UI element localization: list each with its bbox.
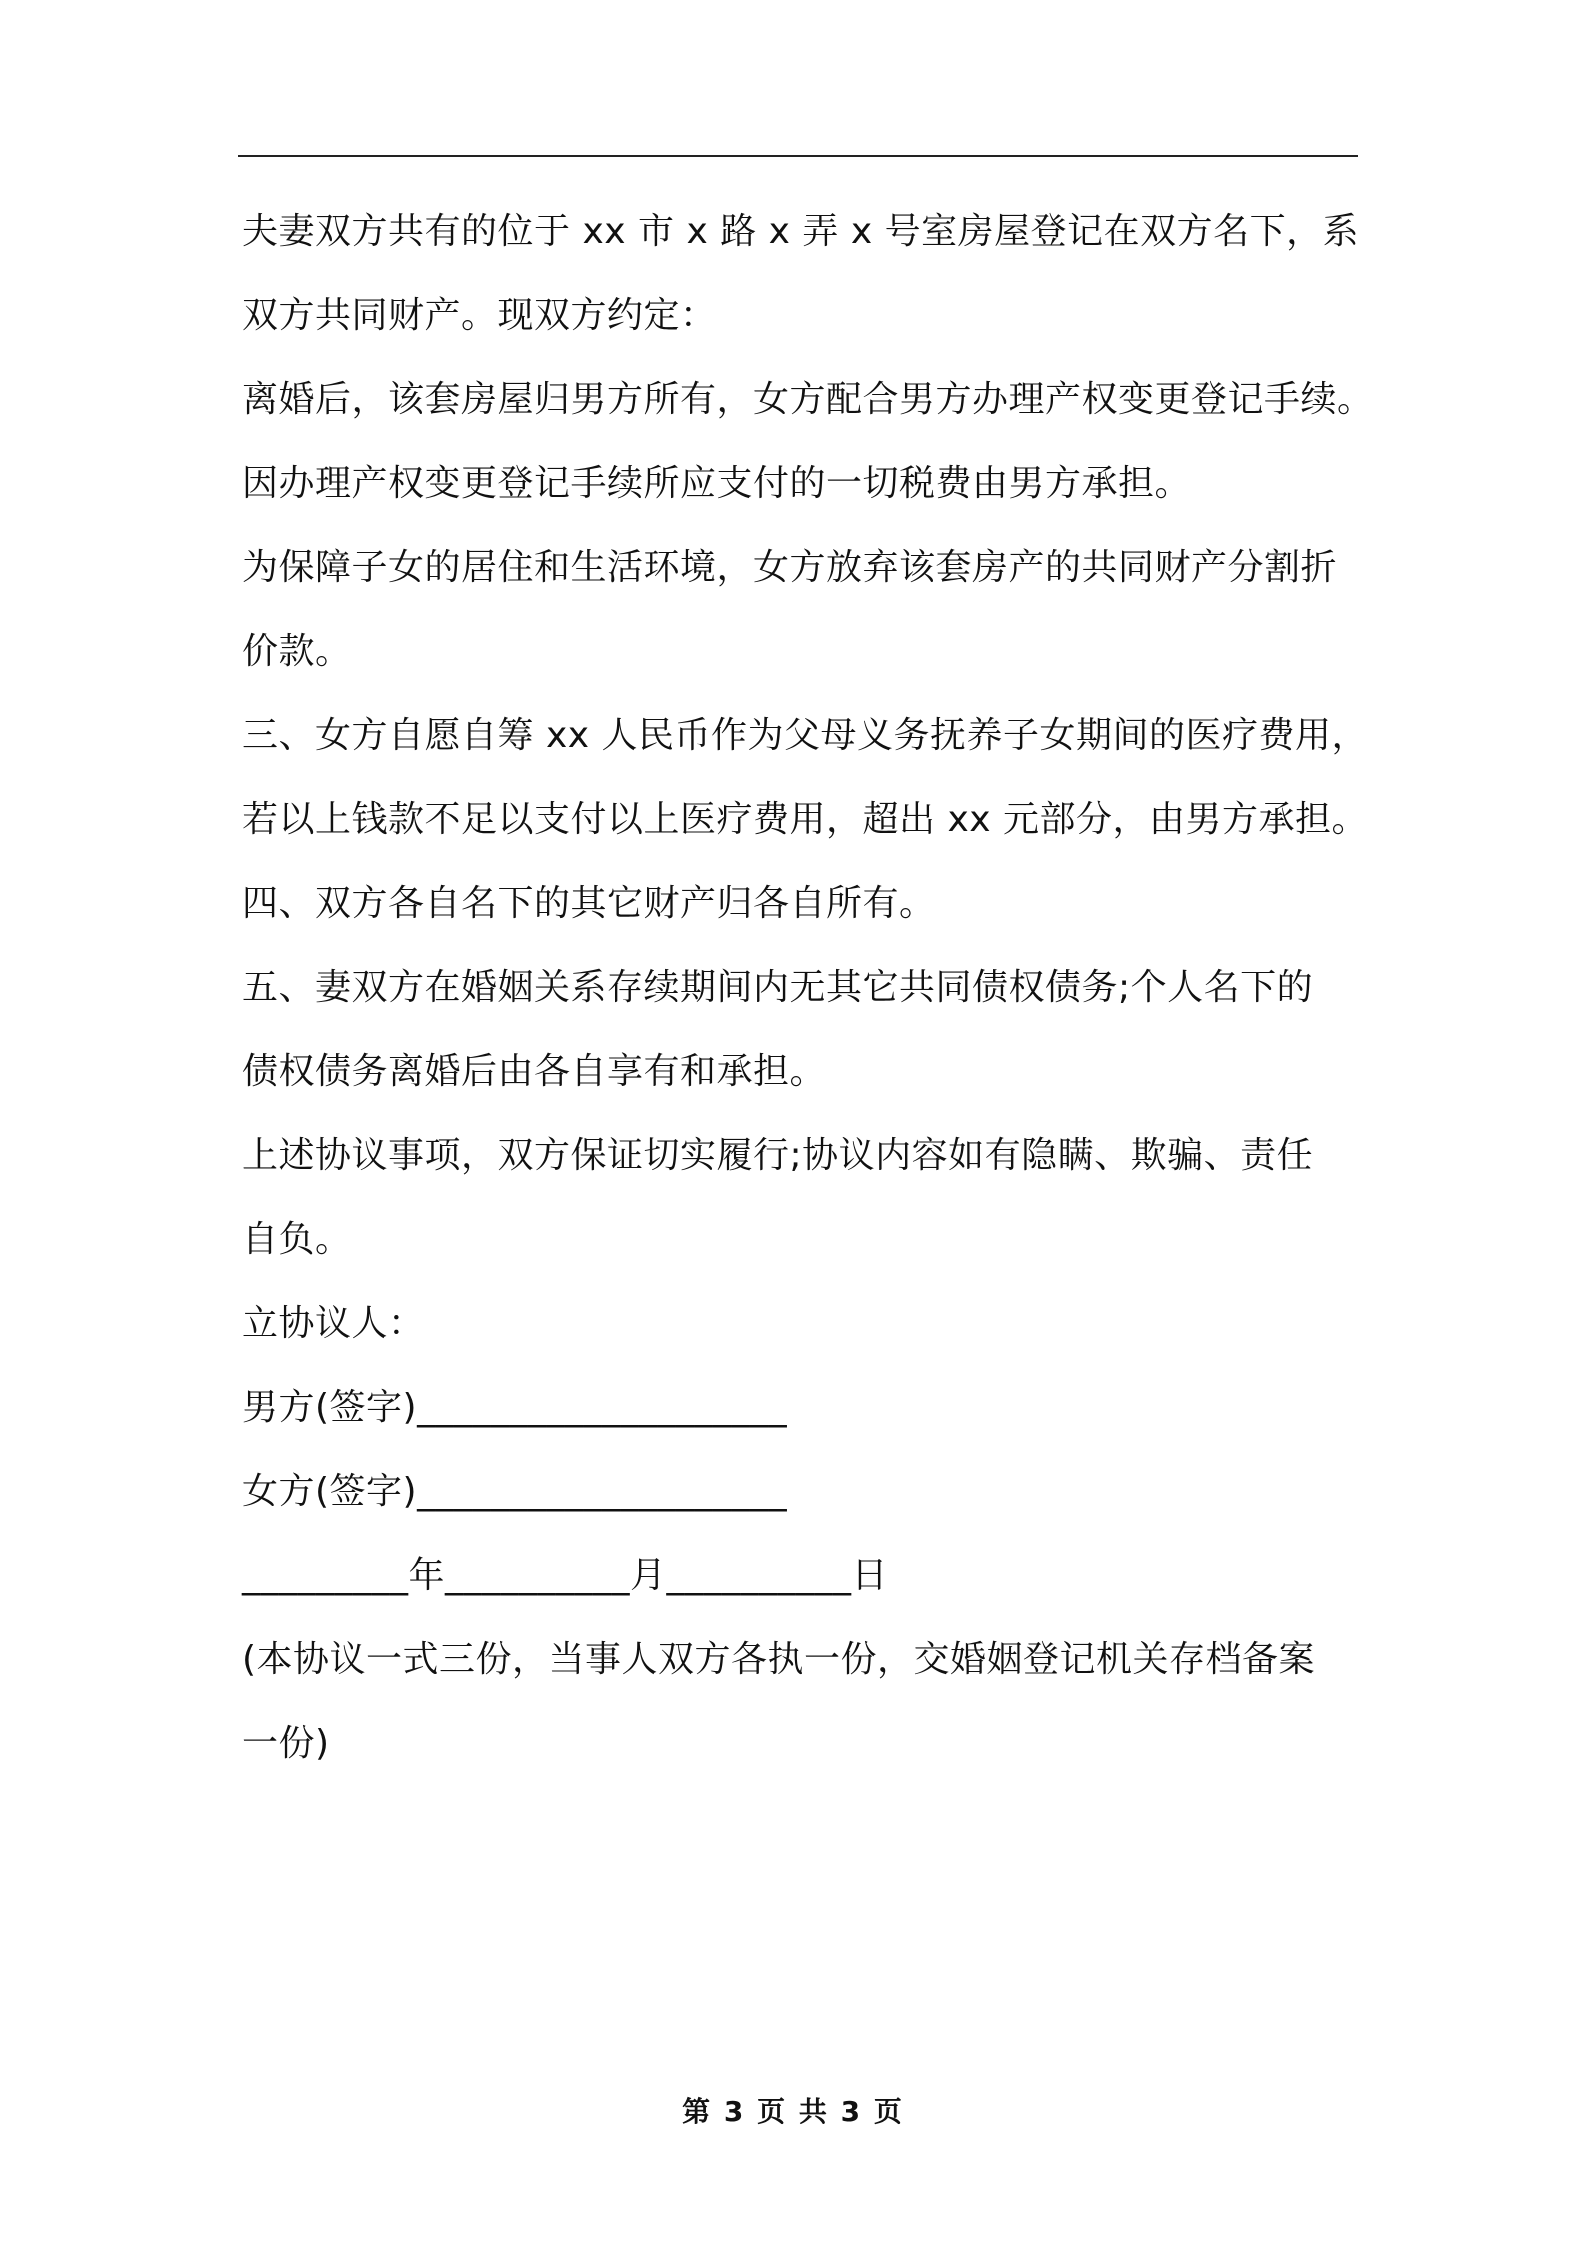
copies-note-line: (本协议一式三份，当事人双方各执一份，交婚姻登记机关存档备案	[242, 1639, 1316, 1680]
copies-note-line: 一份)	[242, 1723, 330, 1764]
paragraph-line: 双方共同财产。现双方约定：	[242, 295, 717, 336]
paragraph-line: 三、女方自愿自筹 xx 人民币作为父母义务抚养子女期间的医疗费用，	[242, 715, 1368, 756]
paragraph-line: 夫妻双方共有的位于 xx 市 x 路 x 弄 x 号室房屋登记在双方名下，系	[242, 211, 1360, 252]
male-signature-line: 男方(签字)____________________	[242, 1387, 788, 1428]
paragraph-line: 上述协议事项，双方保证切实履行;协议内容如有隐瞒、欺骗、责任	[242, 1135, 1314, 1176]
paragraph-line: 价款。	[242, 631, 352, 672]
paragraph-line: 债权债务离婚后由各自享有和承担。	[242, 1051, 827, 1092]
paragraph-line: 为保障子女的居住和生活环境，女方放弃该套房产的共同财产分割折	[242, 547, 1338, 588]
agreement-body	[242, 196, 1372, 1792]
paragraph-line: 四、双方各自名下的其它财产归各自所有。	[242, 883, 936, 924]
paragraph-line: 若以上钱款不足以支付以上医疗费用，超出 xx 元部分，由男方承担。	[242, 799, 1368, 840]
paragraph-line: 因办理产权变更登记手续所应支付的一切税费由男方承担。	[242, 463, 1192, 504]
date-line: _________年__________月__________日	[242, 1555, 888, 1596]
signatories-label: 立协议人：	[242, 1303, 425, 1344]
female-signature-line: 女方(签字)____________________	[242, 1471, 788, 1512]
paragraph-line: 自负。	[242, 1219, 352, 1260]
header-divider	[238, 155, 1358, 157]
paragraph-line: 五、妻双方在婚姻关系存续期间内无其它共同债权债务;个人名下的	[242, 967, 1314, 1008]
paragraph-line: 离婚后，该套房屋归男方所有，女方配合男方办理产权变更登记手续。	[242, 379, 1374, 420]
page-number: 第 3 页 共 3 页	[682, 2095, 904, 2128]
